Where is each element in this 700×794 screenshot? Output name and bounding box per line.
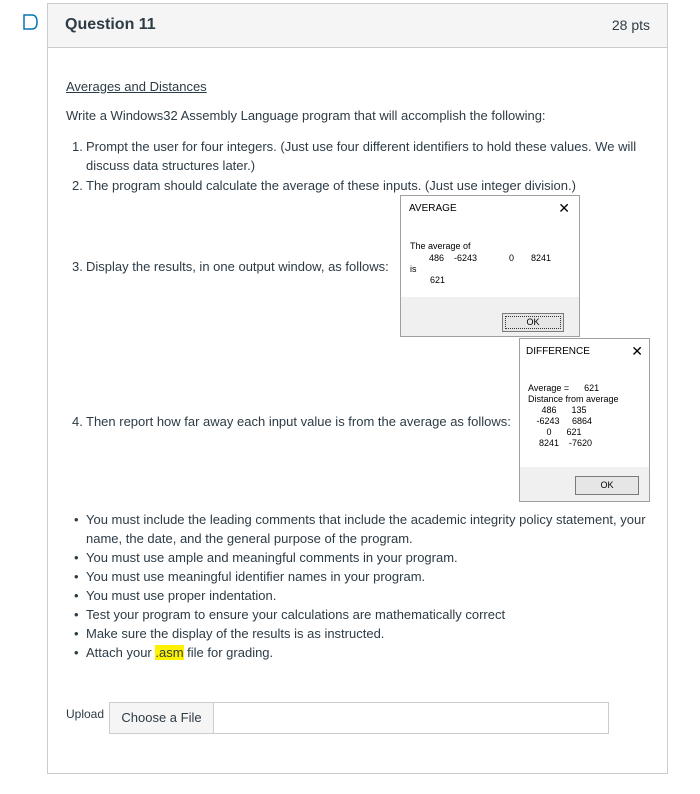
file-input[interactable] <box>109 702 609 734</box>
list-item: • You must use meaningful identifier names in your program. <box>66 567 656 586</box>
question-points: 28 pts <box>611 17 650 33</box>
upload-label: Upload <box>66 707 105 721</box>
step-number: 1. <box>72 139 83 154</box>
dialog-content <box>520 367 649 467</box>
dialog-text: 0 621 <box>534 427 582 437</box>
intro-text: Write a Windows32 Assembly Language program that will accomplish the following: <box>66 108 546 123</box>
difference-dialog <box>519 338 650 502</box>
dialog-text: 8241 <box>531 253 552 263</box>
list-item: • You must use proper indentation. <box>66 586 656 605</box>
highlighted-text: .asm <box>155 645 184 660</box>
dialog-text: -6243 6864 <box>534 416 593 426</box>
close-icon[interactable]: ✕ <box>558 200 570 216</box>
step-number: 4. <box>72 414 83 429</box>
dialog-text: 621 <box>430 275 446 285</box>
step-text: Then report how far away each input value is from the average as follows: <box>86 414 511 429</box>
dialog-text: The average of <box>410 241 471 251</box>
dialog-title: AVERAGE <box>409 203 457 214</box>
dialog-text: is <box>410 264 417 274</box>
ok-button[interactable] <box>575 476 639 495</box>
list-item-text: file for grading. <box>183 645 274 660</box>
flag-question-icon[interactable] <box>22 14 38 30</box>
question-title: Question 11 <box>65 16 156 33</box>
dialog-titlebar <box>401 196 579 224</box>
list-item: • You must include the leading comments that include the academic integrity policy statement, your name, the date, and the general purpose of the program. <box>66 510 656 548</box>
choose-file-button[interactable]: Choose a File <box>110 703 214 733</box>
requirements-list <box>66 510 656 662</box>
dialog-text: Distance from average <box>528 394 619 404</box>
dialog-titlebar <box>520 339 649 367</box>
ok-label: OK <box>600 480 614 490</box>
step-text: The program should calculate the average of these inputs. (Just use integer division.) <box>86 178 576 193</box>
focus-ring <box>505 316 561 329</box>
average-dialog <box>400 195 580 337</box>
dialog-text: 486 135 <box>534 405 587 415</box>
question-card <box>47 3 668 774</box>
question-header <box>48 4 667 48</box>
ok-label: OK <box>526 317 540 327</box>
dialog-text: 0 <box>509 253 515 263</box>
ok-button[interactable] <box>502 313 564 332</box>
dialog-text: 486 -6243 <box>429 253 478 263</box>
list-item-text: Attach your <box>86 645 156 660</box>
close-icon[interactable]: ✕ <box>631 343 643 359</box>
dialog-text: Average = 621 <box>528 383 600 393</box>
dialog-content <box>401 224 579 297</box>
dialog-text: 8241 -7620 <box>534 438 593 448</box>
list-item: • You must use ample and meaningful comments in your program. <box>66 548 656 567</box>
dialog-title: DIFFERENCE <box>526 346 590 357</box>
list-item <box>66 643 656 662</box>
list-item: • Test your program to ensure your calculations are mathematically correct <box>66 605 656 624</box>
section-heading: Averages and Distances <box>66 79 207 94</box>
list-item: • Make sure the display of the results is as instructed. <box>66 624 656 643</box>
step-number: 3. <box>72 259 83 274</box>
step-text: Display the results, in one output window, as follows: <box>86 259 389 274</box>
step-text-cont: discuss data structures later.) <box>86 158 256 173</box>
step-number: 2. <box>72 178 83 193</box>
step-text: Prompt the user for four integers. (Just use four different identifiers to hold these values. We will <box>86 139 637 154</box>
